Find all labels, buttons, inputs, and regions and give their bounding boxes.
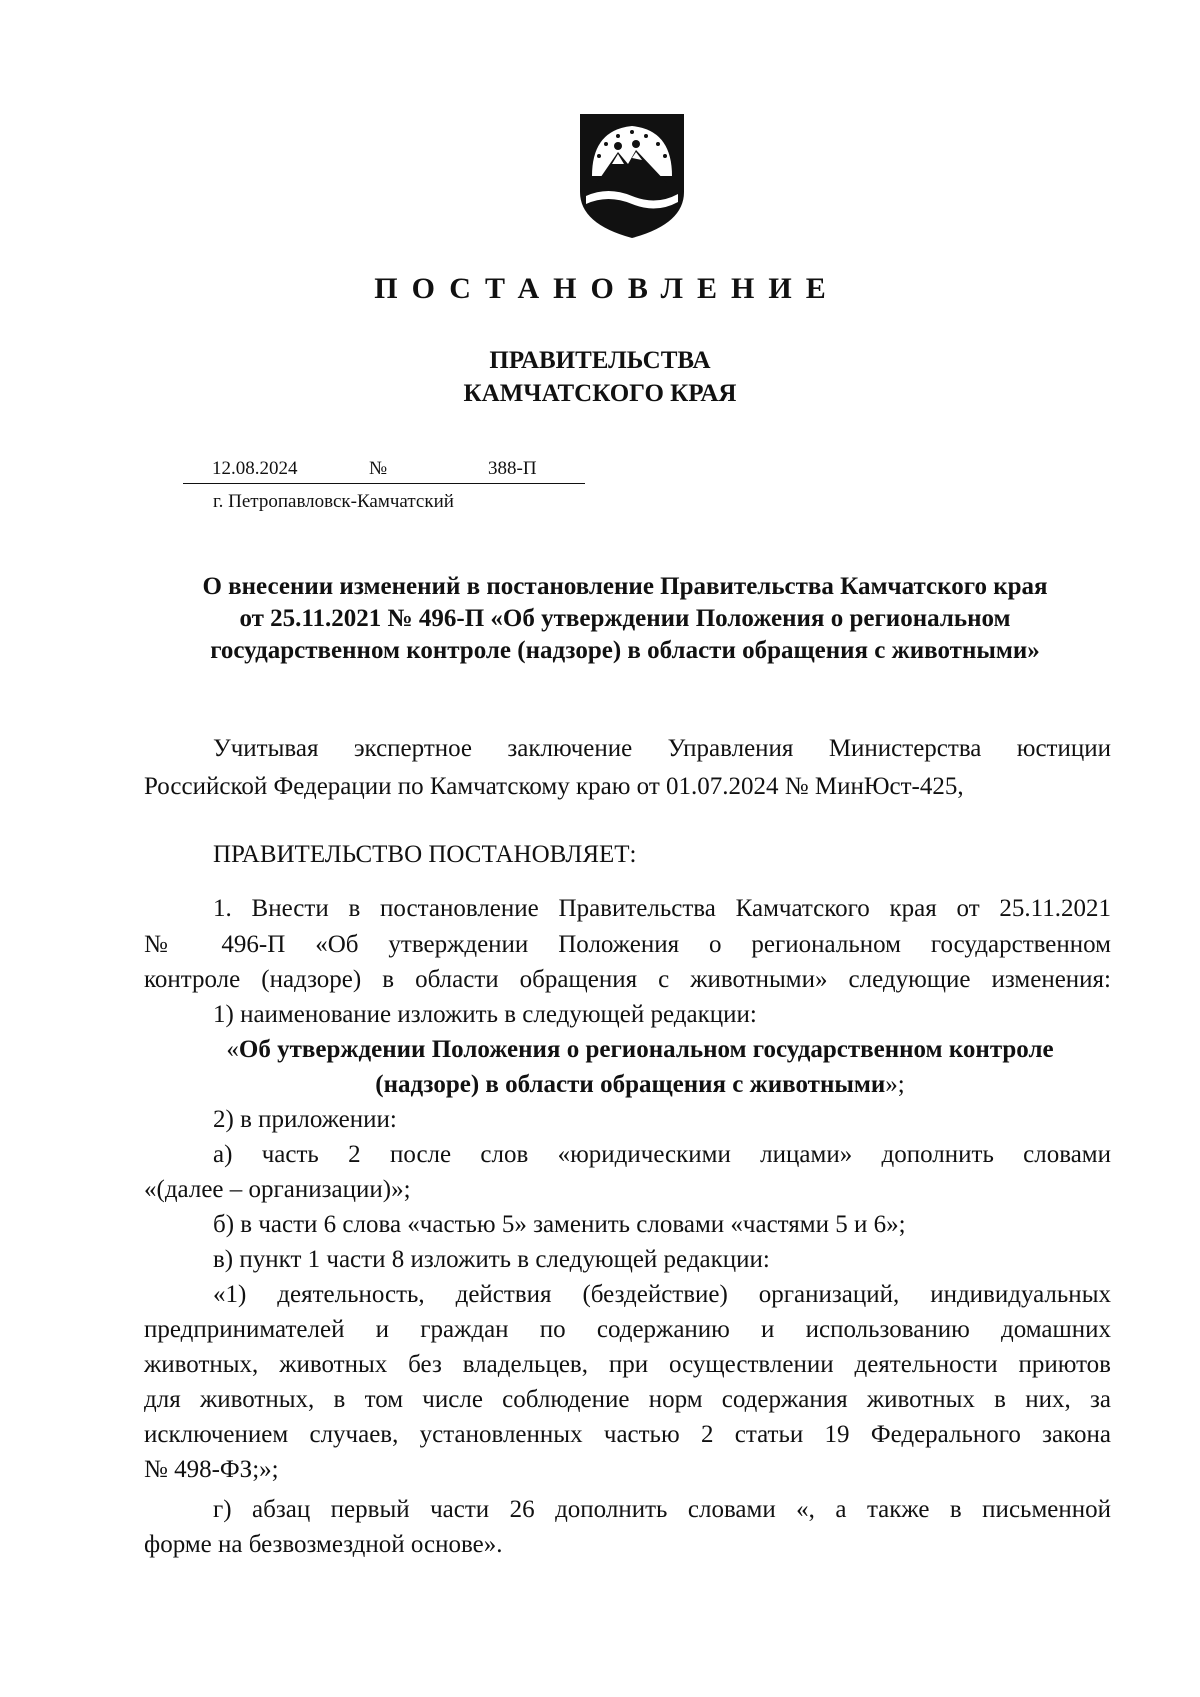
item2-line: 2) в приложении:	[213, 1106, 397, 1133]
number-sign: №	[369, 458, 388, 479]
item2b-line: б) в части 6 слова «частью 5» заменить словами «частями 5 и 6»;	[213, 1211, 906, 1238]
item1-line: 1. Внести в постановление Правительства Камчатского края от 25.11.2021	[213, 895, 1111, 922]
new-title-bold-text: Об утверждении Положения о региональном государственном контроле	[238, 1036, 1054, 1063]
preamble-line: Учитывая экспертное заключение Управления Министерства юстиции	[213, 735, 1111, 762]
document-date: 12.08.2024	[212, 458, 298, 479]
decree-statement: ПРАВИТЕЛЬСТВО ПОСТАНОВЛЯЕТ:	[213, 841, 637, 868]
document-type-heading: ПОСТАНОВЛЕНИЕ	[374, 272, 840, 305]
item1-line: 1) наименование изложить в следующей редакции:	[213, 1001, 757, 1028]
item2g-line: форме на безвозмездной основе».	[144, 1531, 503, 1558]
item2a-line: а) часть 2 после слов «юридическими лицами» дополнить словами	[213, 1141, 1111, 1168]
title-line: О внесении изменений в постановление Правительства Камчатского края	[202, 573, 1048, 600]
quote-line: исключением случаев, установленных частью 2 статьи 19 Федерального закона	[144, 1421, 1111, 1448]
title-line: от 25.11.2021 № 496-П «Об утверждении Положения о региональном	[239, 605, 1011, 632]
item2g-line: г) абзац первый части 26 дополнить словами «, а также в письменной	[213, 1496, 1111, 1523]
issuer-line-1: ПРАВИТЕЛЬСТВА	[489, 347, 711, 374]
new-title-bold-text: (надзоре) в области обращения с животными	[375, 1071, 886, 1098]
date-number-row	[0, 458, 1200, 488]
new-title-line-1	[160, 1035, 1120, 1065]
close-quote: »;	[885, 1071, 905, 1098]
item2v-line: в) пункт 1 части 8 изложить в следующей редакции:	[213, 1246, 770, 1273]
issuer-line-2: КАМЧАТСКОГО КРАЯ	[463, 380, 737, 407]
item1-line: № 496-П «Об утверждении Положения о региональном государственном	[144, 931, 1111, 958]
city-name: г. Петропавловск-Камчатский	[213, 491, 454, 512]
item1-line: контроле (надзоре) в области обращения с животными» следующие изменения:	[144, 966, 1111, 993]
quote-line: животных, животных без владельцев, при осуществлении деятельности приютов	[144, 1351, 1111, 1378]
quote-line: № 498-ФЗ;»;	[144, 1456, 279, 1483]
open-quote: «	[226, 1036, 239, 1063]
item2a-line: «(далее – организации)»;	[144, 1176, 411, 1203]
quote-line: предпринимателей и граждан по содержанию и использованию домашних	[144, 1316, 1111, 1343]
kamchatka-coat-of-arms-icon	[578, 112, 686, 240]
title-line: государственном контроле (надзоре) в области обращения с животными»	[210, 637, 1040, 664]
document-number: 388-П	[488, 458, 537, 479]
date-underline	[183, 483, 585, 484]
preamble-line: Российской Федерации по Камчатскому краю от 01.07.2024 № МинЮст-425,	[144, 773, 964, 800]
new-title-line-2	[160, 1070, 1120, 1100]
document-title	[140, 571, 1110, 667]
quote-line: для животных, в том числе соблюдение норм содержания животных в них, за	[144, 1386, 1111, 1413]
quote-line: «1) деятельность, действия (бездействие) организаций, индивидуальных	[213, 1281, 1111, 1308]
